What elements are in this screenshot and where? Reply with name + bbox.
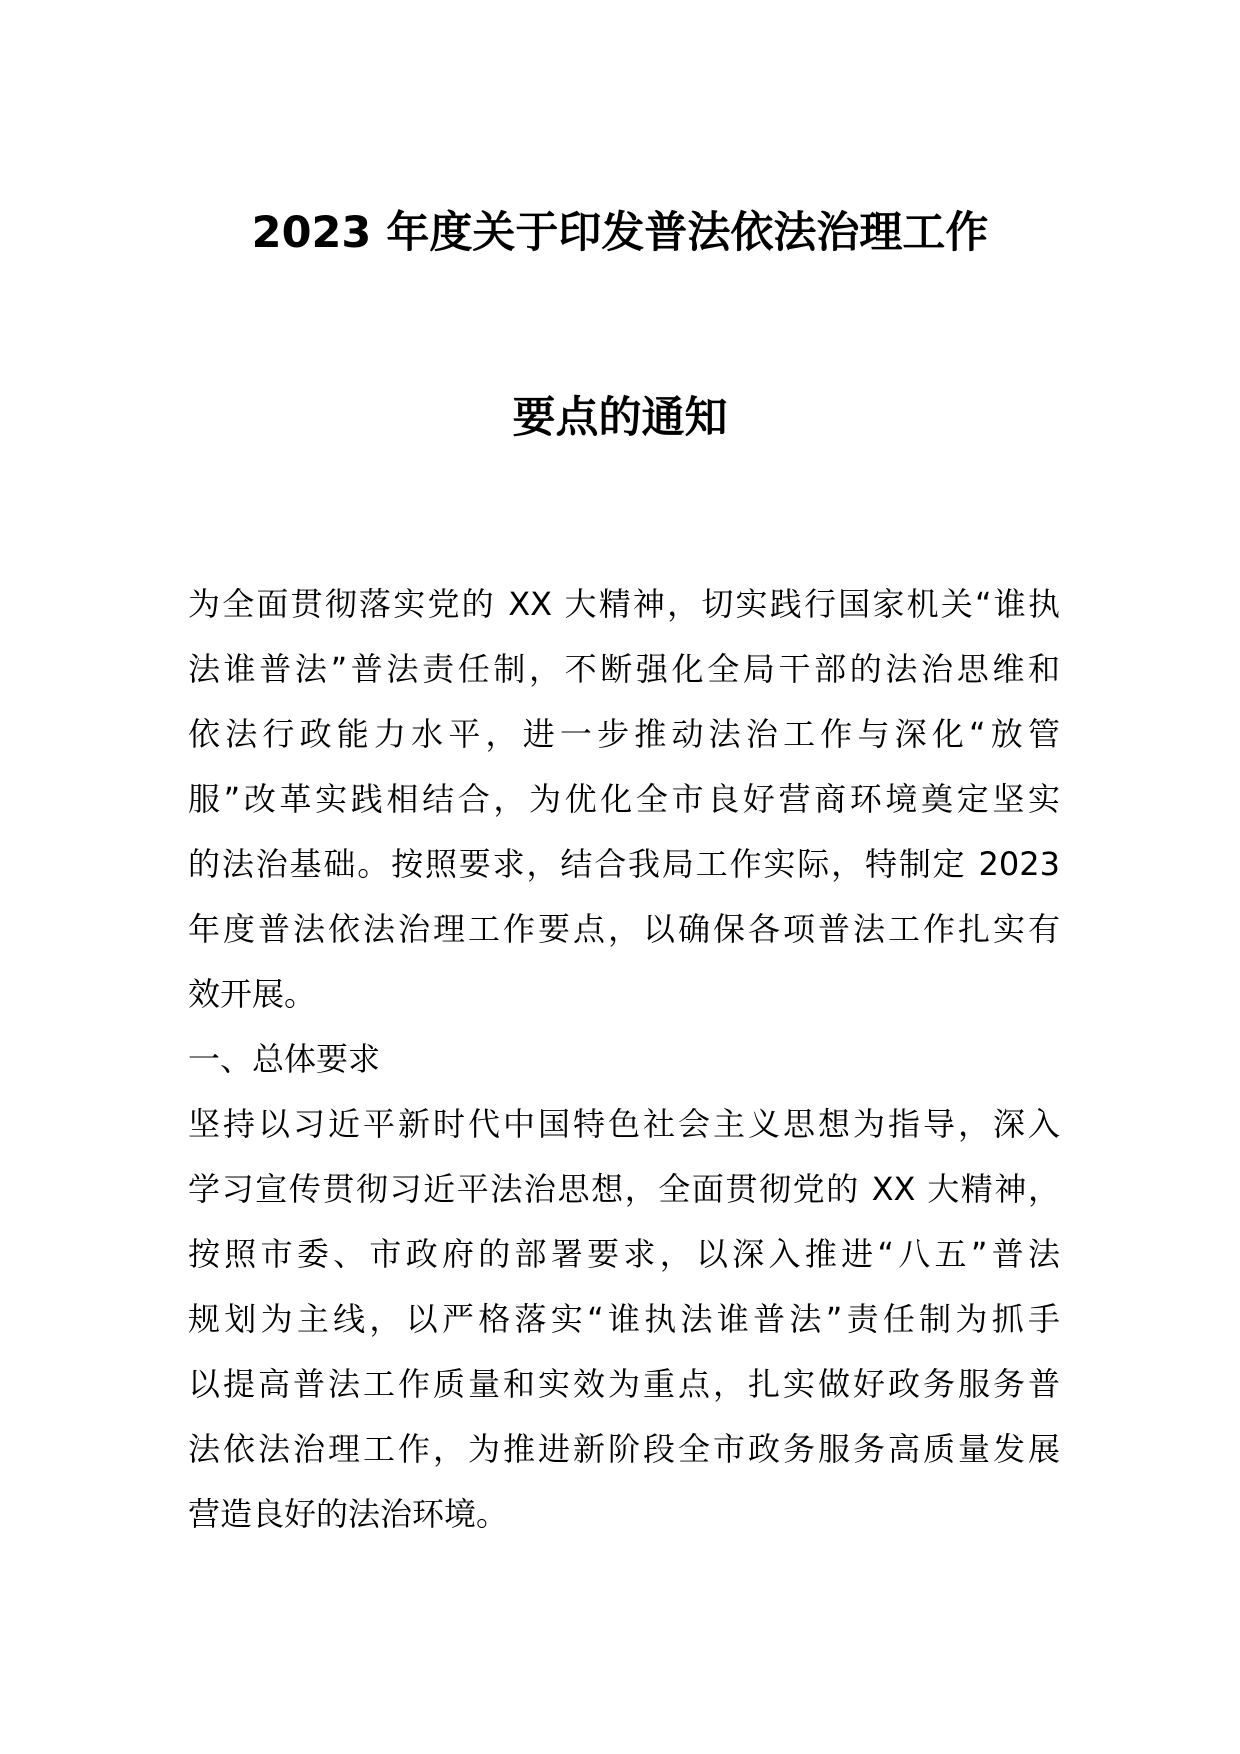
document-title-line-1: 2023 年度关于印发普法依法治理工作: [251, 208, 989, 258]
document-title-line-2: 要点的通知: [512, 393, 728, 443]
section-line: 以提高普法工作质量和实效为重点，扎实做好政务服务普: [188, 1365, 1060, 1403]
document-body: [188, 572, 1060, 1547]
section-line: 按照市委、市政府的部署要求，以深入推进“八五”普法: [188, 1235, 1060, 1273]
intro-line: 为全面贯彻落实党的 XX 大精神，切实践行国家机关“谁执: [188, 585, 1060, 623]
intro-line: 法谁普法”普法责任制，不断强化全局干部的法治思维和: [188, 650, 1060, 688]
section-line: 学习宣传贯彻习近平法治思想，全面贯彻党的 XX 大精神，: [188, 1170, 1060, 1208]
section-line: 法依法治理工作，为推进新阶段全市政务服务高质量发展: [188, 1430, 1060, 1468]
section-line: 营造良好的法治环境。: [188, 1495, 509, 1533]
section-line: 坚持以习近平新时代中国特色社会主义思想为指导，深入: [188, 1105, 1060, 1143]
intro-line: 年度普法依法治理工作要点，以确保各项普法工作扎实有: [188, 910, 1060, 948]
section-line: 规划为主线，以严格落实“谁执法谁普法”责任制为抓手: [188, 1300, 1060, 1338]
intro-line: 依法行政能力水平，进一步推动法治工作与深化“放管: [188, 715, 1060, 753]
intro-line: 服”改革实践相结合，为优化全市良好营商环境奠定坚实: [188, 780, 1060, 818]
section-heading: 一、总体要求: [188, 1040, 381, 1078]
intro-line: 效开展。: [188, 975, 317, 1013]
intro-line: 的法治基础。按照要求，结合我局工作实际，特制定 2023: [188, 845, 1060, 883]
